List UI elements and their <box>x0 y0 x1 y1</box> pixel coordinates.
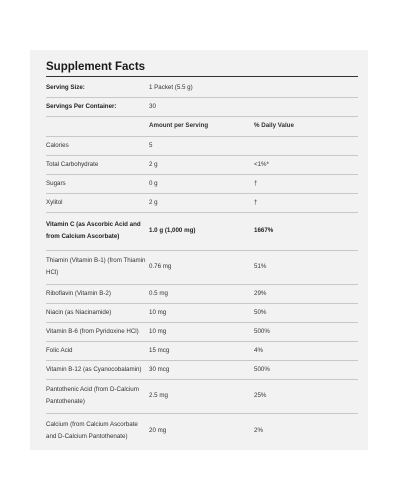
nutrient-row <box>46 379 358 414</box>
nutrient-row <box>46 360 358 380</box>
nutrient-row <box>46 136 358 156</box>
nutrient-amount: 2 g <box>149 160 158 168</box>
nutrient-name: Calories <box>46 141 69 149</box>
nutrient-name: Total Carbohydrate <box>46 160 99 168</box>
serving-size-label: Serving Size: <box>46 83 85 91</box>
nutrient-daily-value: 29% <box>254 289 267 297</box>
nutrient-name: Xylitol <box>46 198 63 206</box>
column-header-row <box>46 116 358 137</box>
nutrient-name: Niacin (as Niacinamide) <box>46 308 112 316</box>
nutrient-amount: 2 g <box>149 198 158 206</box>
nutrient-name: Sugars <box>46 179 66 187</box>
nutrient-daily-value <box>254 136 354 155</box>
amount-column-header: Amount per Serving <box>149 122 209 130</box>
nutrient-amount: 2.5 mg <box>149 392 168 400</box>
nutrient-daily-value: 25% <box>254 392 267 400</box>
nutrient-amount: 20 mg <box>149 427 167 435</box>
nutrient-amount: 0 g <box>149 179 158 187</box>
nutrient-daily-value: 1667% <box>254 227 274 235</box>
nutrient-amount: 1.0 g (1,000 mg) <box>149 227 196 235</box>
nutrient-row <box>46 284 358 304</box>
supplement-facts-panel <box>30 50 368 450</box>
nutrient-row <box>46 174 358 194</box>
nutrient-daily-value: <1%* <box>254 160 269 168</box>
nutrient-amount: 10 mg <box>149 308 167 316</box>
nutrient-name: Calcium (from Calcium Ascorbate and D-Calcium Pantothenate) <box>46 421 138 440</box>
nutrient-name: Pantothenic Acid (from D-Calcium Pantothenate) <box>46 386 139 405</box>
panel-title: Supplement Facts <box>46 61 146 73</box>
nutrient-daily-value: 51% <box>254 263 267 271</box>
serving-size-value: 1 Packet (5.5 g) <box>149 83 193 91</box>
nutrient-daily-value: † <box>254 198 258 206</box>
nutrient-amount: 15 mcg <box>149 346 170 354</box>
nutrient-row <box>46 413 358 449</box>
nutrient-amount: 10 mg <box>149 327 167 335</box>
nutrient-row-highlight <box>46 212 358 251</box>
nutrient-amount: 5 <box>149 141 153 149</box>
nutrient-name: Folic Acid <box>46 346 73 354</box>
nutrient-amount: 0.5 mg <box>149 289 168 297</box>
nutrient-daily-value: 4% <box>254 346 263 354</box>
nutrient-daily-value: 50% <box>254 308 267 316</box>
servings-per-container-label: Servings Per Container: <box>46 102 117 110</box>
nutrient-row <box>46 193 358 213</box>
nutrient-row <box>46 322 358 342</box>
nutrient-name: Vitamin C (as Ascorbic Acid and from Calcium Ascorbate) <box>46 221 141 240</box>
servings-per-container-value: 30 <box>149 102 156 110</box>
nutrient-name: Riboflavin (Vitamin B-2) <box>46 289 111 297</box>
serving-size-row <box>46 78 358 98</box>
nutrient-row <box>46 303 358 323</box>
nutrient-row <box>46 155 358 175</box>
servings-per-container-row <box>46 97 358 117</box>
nutrient-name: Vitamin B-6 (from Pyridoxine HCl) <box>46 327 139 335</box>
title-divider <box>46 76 358 77</box>
nutrient-row <box>46 250 358 285</box>
daily-value-column-header: % Daily Value <box>254 122 294 130</box>
nutrient-amount: 0.76 mg <box>149 263 172 271</box>
nutrient-daily-value: † <box>254 179 258 187</box>
nutrient-daily-value: 2% <box>254 427 263 435</box>
nutrient-daily-value: 500% <box>254 327 270 335</box>
nutrient-daily-value: 500% <box>254 365 270 373</box>
nutrient-amount: 30 mcg <box>149 365 170 373</box>
nutrient-name: Vitamin B-12 (as Cyanocobalamin) <box>46 365 142 373</box>
nutrient-row <box>46 341 358 361</box>
nutrient-name: Thiamin (Vitamin B-1) (from Thiamin HCl) <box>46 257 146 276</box>
